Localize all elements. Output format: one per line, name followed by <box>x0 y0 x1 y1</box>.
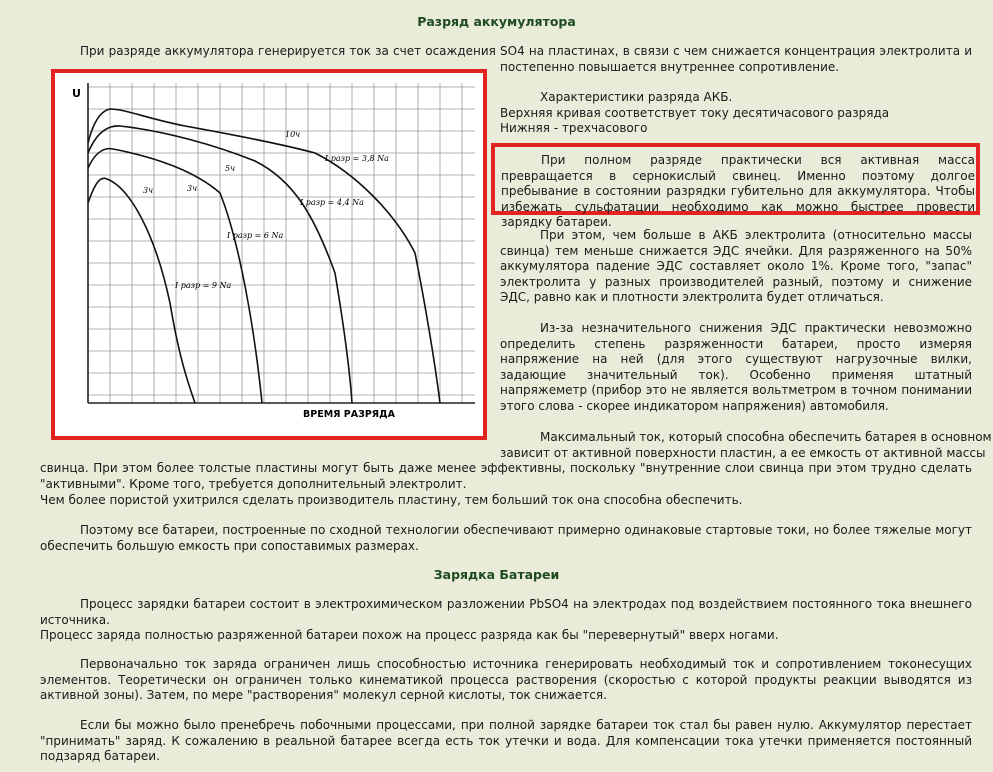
paragraph-batteries: Поэтому все батареи, построенные по сходной технологии обеспечивают примерно одинаковые стартовые токи, но более тяжелые могут обеспечить большую емкость при сопоставимых размерах. <box>40 523 972 553</box>
current-label-4-4: I разр = 4,4 Na <box>300 198 364 207</box>
charging-process-text: Процесс зарядки батареи состоит в электрохимическом разложении PbSO4 на электродах под воздействием постоянного тока внешнего источника. <box>40 597 972 627</box>
max-current-line2: зависит от активной поверхности пластин, а ее емкость от активной массы <box>500 446 986 460</box>
x-axis-label: ВРЕМЯ РАЗРЯДА <box>303 409 395 420</box>
curve-label-3h-b: 3ч <box>143 186 154 195</box>
porous-plate-text: Чем более пористой ухитрился сделать производитель пластину, тем больший ток она способна обеспечить. <box>40 493 743 507</box>
current-label-9: I разр = 9 Na <box>175 281 232 290</box>
current-label-6: I разр = 6 Na <box>227 231 284 240</box>
charging-inverted-text: Процесс заряда полностью разряженной батареи похож на процесс разряда как бы "перевернутый" вверх ногами. <box>40 628 779 642</box>
caption-title: Характеристики разряда АКБ. <box>540 90 733 104</box>
paragraph-initial-current: Первоначально ток заряда ограничен лишь способностью источника генерировать необходимый ток и сопротивлением токонесущих элементов. Теоретически он ограничен только кинематикой процесса растворения (скоростью с которой продукты реакции выводятся из активной зоны). Затем, по мере "растворения" молекул серной кислоты, ток снижается. <box>40 657 972 702</box>
y-axis-label: U <box>72 87 81 100</box>
current-label-3-8: I разр = 3,8 Na <box>325 154 389 163</box>
paragraph-emf: При этом, чем больше в АКБ электролита (относительно массы свинца) тем меньше снижается ЭДС ячейки. Для разряженного на 50% аккумулятора падение ЭДС составляет около 1%. Кроме того, "запас" электролита у разных производителей разный, поэтому и снижение ЭДС, равно как и плотности электролита будет отличаться. <box>500 228 972 304</box>
curve-label-10h: 10ч <box>285 130 301 139</box>
discharge-chart <box>55 73 483 436</box>
max-current-line1: Максимальный ток, который способна обеспечить батарея в основном <box>540 430 992 444</box>
paragraph-leakage: Если бы можно было пренебречь побочными процессами, при полной зарядке батареи ток стал бы равен нулю. Аккумулятор перестает "принимать" заряд. К сожалению в реальной батарее всегда есть ток утечки и вода. Для компенсации тока утечки применяется постоянный подзаряд батареи. <box>40 718 972 763</box>
highlight-text: При полном разряде практически вся активная масса превращается в сернокислый свинец. Именно поэтому долгое пребывание в состоянии разрядки губительно для аккумулятора. Чтобы избежать сульфатации необходимо как можно быстрее провести зарядку батареи. <box>501 153 975 229</box>
paragraph-voltmeter: Из-за незначительного снижения ЭДС практически невозможно определить степень разряженности батареи, просто измеряя напряжение на ней (для этого существуют нагрузочные вилки, задающие значительный ток). Особенно применяя штатный напряжеметр (прибор это не является вольтметром в точном понимании этого слова - скорее индикатором напряжения) автомобиля. <box>500 321 972 413</box>
curve-label-3h-a: 3ч <box>187 184 198 193</box>
intro-text-line1: При разряде аккумулятора генерируется ток за счет осаждения SO4 на пластинах, в связи с чем снижается концентрация электролита и <box>80 44 972 58</box>
discharge-chart-figure <box>51 69 487 440</box>
chart-grid <box>88 83 475 403</box>
max-current-rest: свинца. При этом более толстые пластины могут быть даже менее эффективны, поскольку "внутренние слои свинца при этом трудно сделать "активными". Кроме того, требуется дополнительный электролит. <box>40 461 972 491</box>
caption-upper-curve: Верхняя кривая соответствует току десятичасового разряда <box>500 106 890 120</box>
curve-label-5h: 5ч <box>225 164 236 173</box>
intro-text-line2: постепенно повышается внутреннее сопротивление. <box>500 60 840 74</box>
section-heading-charging: Зарядка Батареи <box>433 567 560 582</box>
curve-3h-9na <box>88 178 198 403</box>
caption-lower-curve: Нижняя - трехчасового <box>500 121 648 135</box>
highlight-box <box>491 143 980 229</box>
section-heading-discharge: Разряд аккумулятора <box>417 14 576 29</box>
curve-3h-6na <box>88 149 262 403</box>
